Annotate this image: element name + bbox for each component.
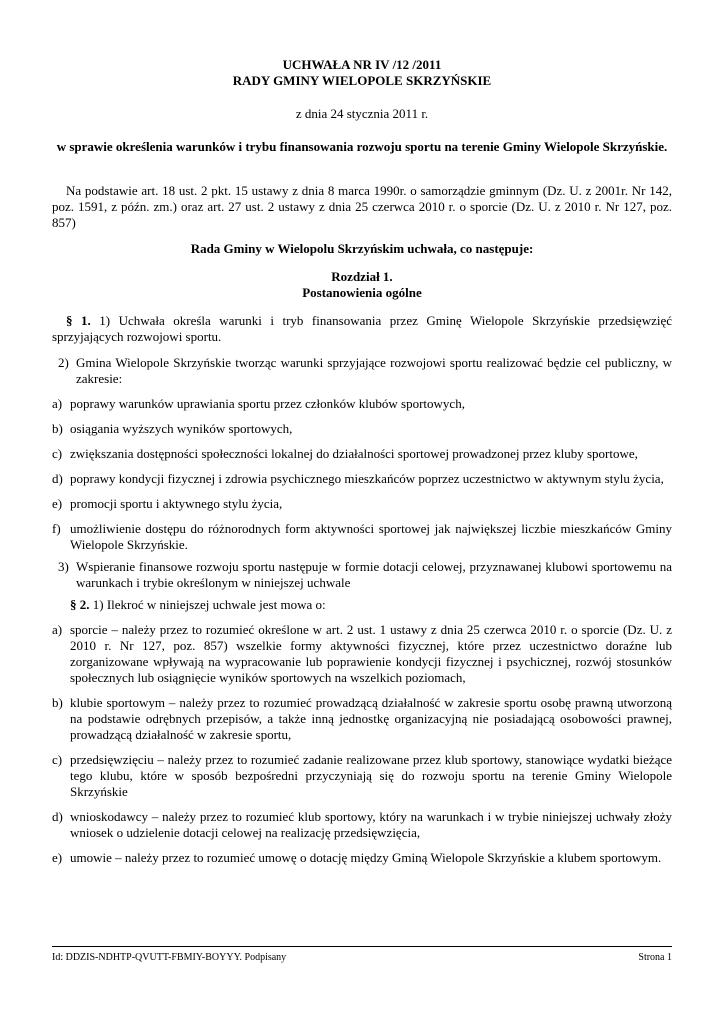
list-item (52, 396, 672, 412)
document-id: Id: DDZIS-NDHTP-QVUTT-FBMIY-BOYYY. Podpisany (52, 952, 287, 963)
list-item-text: zwiększania dostępności społeczności lokalnej do działalności sportowej prowadzonej przez kluby sportowe, (70, 446, 638, 461)
chapter-subtitle: Postanowienia ogólne (302, 285, 422, 300)
list-item (52, 471, 672, 487)
page-number: Strona 1 (638, 952, 672, 963)
list-item-text: umowie – należy przez to rozumieć umowę o dotację między Gminą Wielopole Skrzyńskie a klubem sportowym. (70, 850, 662, 865)
section-2-marker: § 2. (70, 597, 90, 612)
definition-item (52, 850, 672, 866)
section-1-paragraph-3 (58, 559, 672, 591)
legal-basis: Na podstawie art. 18 ust. 2 pkt. 15 ustawy z dnia 8 marca 1990r. o samorządzie gminnym (Dz. U. z 2001r. Nr 142, poz. 1591, z późn. zm.) oraz art. 27 ust. 2 ustawy z dnia 25 czerwca 2010 r. o sporcie (Dz. U. z 2010 r. Nr 127, poz. 857) (52, 183, 672, 230)
chapter-title: Rozdział 1. (331, 269, 393, 284)
resolution-subject: w sprawie określenia warunków i trybu finansowania rozwoju sportu na terenie Gminy Wielopole Skrzyńskie. (56, 139, 668, 154)
list-item (52, 521, 672, 553)
section-1-p1-text: 1) Uchwała określa warunki i tryb finansowania przez Gminę Wielopole Skrzyńskie przedsięwzięć sprzyjających rozwojowi sportu. (52, 313, 673, 344)
page-footer (52, 952, 672, 964)
definition-item (52, 752, 672, 800)
resolves-clause: Rada Gminy w Wielopolu Skrzyńskim uchwała, co następuje: (190, 241, 534, 256)
paragraph-text: Gmina Wielopole Skrzyńskie tworząc warunki sprzyjające rozwojowi sportu realizować będzie cel publiczny, w zakresie: (76, 355, 672, 386)
list-item-text: osiągania wyższych wyników sportowych, (70, 421, 293, 436)
document-body (52, 0, 672, 866)
list-item-label: c) (52, 446, 63, 461)
list-item-label: d) (52, 471, 63, 486)
list-item-label: c) (52, 752, 63, 767)
section-2-paragraph-1 (52, 597, 672, 613)
definition-item (52, 809, 672, 841)
list-item-text: wnioskodawcy – należy przez to rozumieć klub sportowy, który na warunkach i w trybie niniejszej uchwały złoży wniosek o udzielenie dotacji celowej na realizację przedsięwzięcia, (70, 809, 672, 840)
resolution-number: UCHWAŁA NR IV /12 /2011 (282, 57, 442, 72)
footer-divider (52, 946, 672, 947)
resolution-date: z dnia 24 stycznia 2011 r. (295, 106, 429, 121)
definition-item (52, 695, 672, 743)
list-item-label: a) (52, 396, 63, 411)
section-1-paragraph-2 (58, 355, 672, 387)
list-item (52, 421, 672, 437)
paragraph-text: Wspieranie finansowe rozwoju sportu następuje w formie dotacji celowej, przyznawanej klubowi sportowemu na warunkach i trybie określonym w niniejszej uchwale (76, 559, 672, 590)
paragraph-label: 2) (58, 355, 69, 370)
list-item-text: poprawy kondycji fizycznej i zdrowia psychicznego mieszkańców poprzez uczestnictwo w aktywnym stylu życia, (70, 471, 664, 486)
list-item-label: e) (52, 850, 63, 865)
definition-item (52, 622, 672, 686)
list-item-label: b) (52, 695, 63, 710)
list-item-label: d) (52, 809, 63, 824)
list-item-label: a) (52, 622, 63, 637)
section-1-list (52, 396, 672, 553)
section-2-list (52, 622, 672, 866)
section-1-paragraph-1 (52, 313, 672, 345)
council-name: RADY GMINY WIELOPOLE SKRZYŃSKIE (232, 73, 492, 88)
section-1-marker: § 1. (66, 313, 91, 328)
list-item (52, 496, 672, 512)
list-item-label: b) (52, 421, 63, 436)
list-item-text: promocji sportu i aktywnego stylu życia, (70, 496, 283, 511)
list-item-label: e) (52, 496, 63, 511)
list-item-text: poprawy warunków uprawiania sportu przez członków klubów sportowych, (70, 396, 465, 411)
list-item-text: klubie sportowym – należy przez to rozumieć prowadzącą działalność w zakresie sportu osobę prawną utworzoną na podstawie odrębnych przepisów, a także inną jednostkę organizacyjną nie posiadającą osobowości prawnej, prowadzącą działalność w zakresie sportu, (70, 695, 672, 742)
paragraph-label: 3) (58, 559, 69, 574)
list-item-text: umożliwienie dostępu do różnorodnych form aktywności sportowej jak największej liczbie mieszkańców Gminy Wielopole Skrzyńskie. (70, 521, 672, 552)
list-item-label: f) (52, 521, 61, 536)
section-2-p1-text: 1) Ilekroć w niniejszej uchwale jest mowa o: (92, 597, 326, 612)
list-item-text: przedsięwzięciu – należy przez to rozumieć zadanie realizowane przez klub sportowy, stanowiące wydatki bieżące tego klubu, które w sposób bezpośredni przyczyniają się do rozwoju sportu na terenie Gminy Wielopole Skrzyńskie (70, 752, 672, 799)
list-item-text: sporcie – należy przez to rozumieć określone w art. 2 ust. 1 ustawy z dnia 25 czerwca 2010 r. o sporcie (Dz. U. z 2010 r. Nr 127, poz. 857) wszelkie formy aktywności fizycznej, które przez uczestnictwo doraźne lub zorganizowane wpływają na wypracowanie lub poprawienie kondycji fizycznej i psychicznej, rozwój stosunków społecznych lub osiągnięcie wyników sportowych na wszelkich poziomach, (70, 622, 672, 685)
list-item (52, 446, 672, 462)
